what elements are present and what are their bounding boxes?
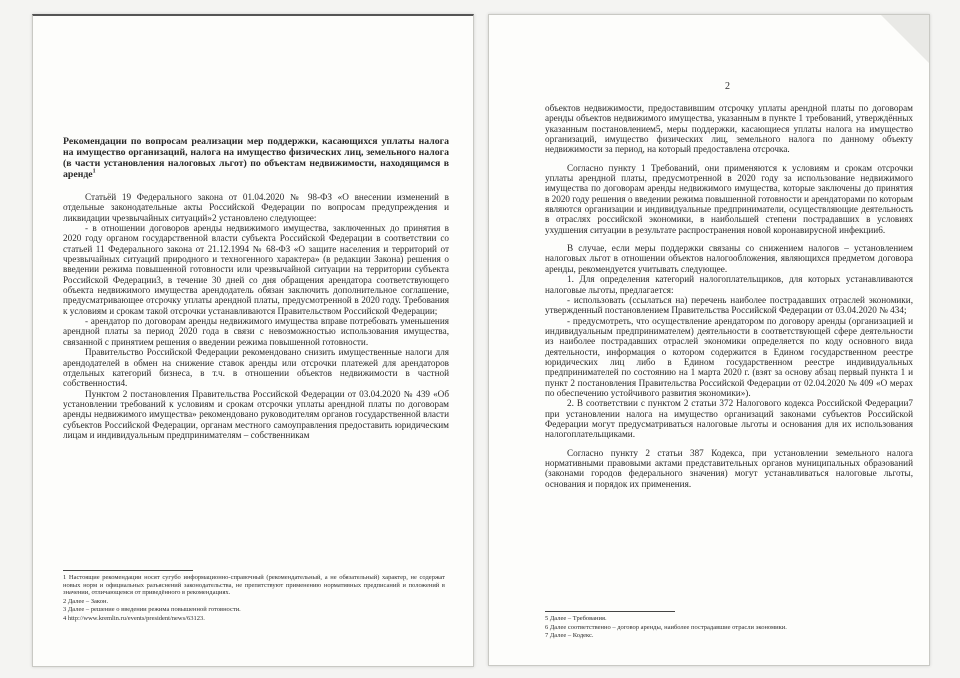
- page-2-body: [545, 103, 913, 489]
- title-text: Рекомендации по вопросам реализации мер поддержки, касающихся уплаты налога на имущество организаций, налога на имущество физических лиц, земельного налога (в части установления налоговых льгот) по объектам недвижимости, находящимся в аренде: [63, 136, 449, 180]
- paragraph: - арендатор по договорам аренды недвижимого имущества вправе потребовать уменьшения арендной платы за период 2020 года в связи с невозможностью использования имущества, связанной с принятием решения о введении режима повышенной готовности.: [63, 316, 449, 347]
- footnote: 5 Далее – Требования.: [545, 615, 607, 622]
- footnote: 1 Настоящие рекомендации носят сугубо информационно-справочный (рекомендательный, а не обязательный) характер, не содержат новых норм и официальных разъяснений законодательства, не препятствуют применению нормативных предписаний и положений в значении, отличающемся от приведённого в рекомендациях.: [63, 574, 445, 597]
- paragraph: 2. В соответствии с пунктом 2 статьи 372 Налогового кодекса Российской Федерации7 при установлении налога на имущество организаций законами субъектов Российской Федерации могут предусматриваться налоговые льготы и основания для их использования налогоплательщиками.: [545, 398, 913, 440]
- folded-corner: [881, 15, 929, 63]
- paragraph: Согласно пункту 1 Требований, они применяются к условиям и срокам отсрочки уплаты арендной платы, предусмотренной в 2020 году за использование недвижимого имущества по договорам аренды недвижимого имущества, которые заключены до принятия в 2020 году решения о введении режима повышенной готовности и арендаторами по которым являются организации и индивидуальные предприниматели, осуществляющие деятельность в отраслях российской экономики, в наибольшей степени пострадавших в условиях ухудшения ситуации в результате распространения новой коронавирусной инфекции6.: [545, 162, 913, 235]
- paragraph: - использовать (ссылаться на) перечень наиболее пострадавших отраслей экономики, утвержденный постановлением Правительства Российской Федерации от 03.04.2020 № 434;: [545, 294, 913, 316]
- paragraph: В случае, если меры поддержки связаны со снижением налогов – установлением налоговых льгот в отношении объектов налогообложения, являющихся предметом договора аренды, рекомендуется учитывать следующее.: [545, 243, 913, 274]
- paragraph: объектов недвижимости, предоставившим отсрочку уплаты арендной платы по договорам аренды объектов недвижимого имущества, указанным в пункте 1 требований, утверждённых указанным постановлением5, меры поддержки, касающиеся уплаты налога на имущество организаций, имущество физических лиц, земельного налога по данному объекту недвижимости за период, на который предоставлена отсрочка.: [545, 103, 913, 155]
- paragraph: Пунктом 2 постановления Правительства Российской Федерации от 03.04.2020 № 439 «Об установлении требований к условиям и срокам отсрочки уплаты арендной платы по договорам аренды недвижимого имущества» рекомендовано руководителям органов государственной власти субъектов Российской Федерации, органам местного самоуправления предоставить юридическим лицам и индивидуальным предпринимателям – собственникам: [63, 388, 449, 440]
- footnote-divider: [63, 570, 193, 571]
- page-number: 2: [725, 81, 730, 92]
- page-2-footnotes: [545, 611, 901, 641]
- footnote-divider: [545, 611, 675, 612]
- paragraph: Согласно пункту 2 статьи 387 Кодекса, при установлении земельного налога нормативными правовыми актами представительных органов муниципальных образований (законами городов федерального значения) могут устанавливаться налоговые льготы, основания и порядок их применения.: [545, 447, 913, 489]
- document-page-1: [32, 14, 474, 667]
- footnote: 7 Далее – Кодекс.: [545, 632, 594, 640]
- paragraph: - предусмотреть, что осуществление арендатором по договору аренды (организацией и индивидуальным предпринимателем) деятельности в соответствующей сфере деятельности из наиболее пострадавших отраслей экономики определяется по коду основного вида деятельности, информация о котором содержится в Едином государственном реестре юридических лиц либо в Едином государственном реестре индивидуальных предпринимателей по состоянию на 1 марта 2020 г. (взят за основу абзац первый пункта 1 и пункт 2 постановления Правительства Российской Федерации от 02.04.2020 № 409 «О мерах по обеспечению устойчивого развития экономики»).: [545, 315, 913, 398]
- paragraph: 1. Для определения категорий налогоплательщиков, для которых устанавливаются налоговые льготы, предлагается:: [545, 274, 913, 295]
- paragraph: Правительство Российской Федерации рекомендовано снизить имущественные налоги для арендодателей в обмен на снижение ставок аренды или отсрочки платежей для арендаторов отдельных категорий бизнеса, в т.ч. в отношении объектов недвижимости в частной собственности4.: [63, 347, 449, 389]
- paragraph: Статьёй 19 Федерального закона от 01.04.2020 № 98-ФЗ «О внесении изменений в отдельные законодательные акты Российской Федерации по вопросам предупреждения и ликвидации чрезвычайных ситуаций»2 установлено следующее:: [63, 192, 449, 223]
- page-1-footnotes: [63, 570, 445, 624]
- footnote: 2 Далее – Закон.: [63, 597, 109, 605]
- footnote: 4 http://www.kremlin.ru/events/president/news/63123.: [63, 614, 205, 622]
- footnote: 3 Далее – решение о введении режима повышенной готовности.: [63, 606, 241, 614]
- title-footnote-ref: 1: [92, 168, 96, 175]
- page-1-body: [63, 136, 449, 440]
- footnote: 6 Далее соответственно – договор аренды, наиболее пострадавшие отрасли экономики.: [545, 623, 787, 631]
- document-title: [63, 136, 449, 180]
- paragraph: - в отношении договоров аренды недвижимого имущества, заключенных до принятия в 2020 году органом государственной власти субъекта Российской Федерации в соответствии со статьей 11 Федерального закона от 21.12.1994 № 68-ФЗ «О защите населения и территорий от чрезвычайных ситуаций природного и техногенного характера» (в редакции Закона) решения о введении режима повышенной готовности или чрезвычайной ситуации на территории субъекта Российской Федерации3, в течение 30 дней со дня обращения арендатора соответствующего объекта недвижимого имущества арендодатель обязан заключить дополнительное соглашение, предусматривающее отсрочку уплаты арендной платы, предусмотренной в 2020 году. Требования к условиям и срокам такой отсрочки устанавливаются Правительством Российской Федерации;: [63, 223, 449, 316]
- document-page-2: [488, 14, 930, 666]
